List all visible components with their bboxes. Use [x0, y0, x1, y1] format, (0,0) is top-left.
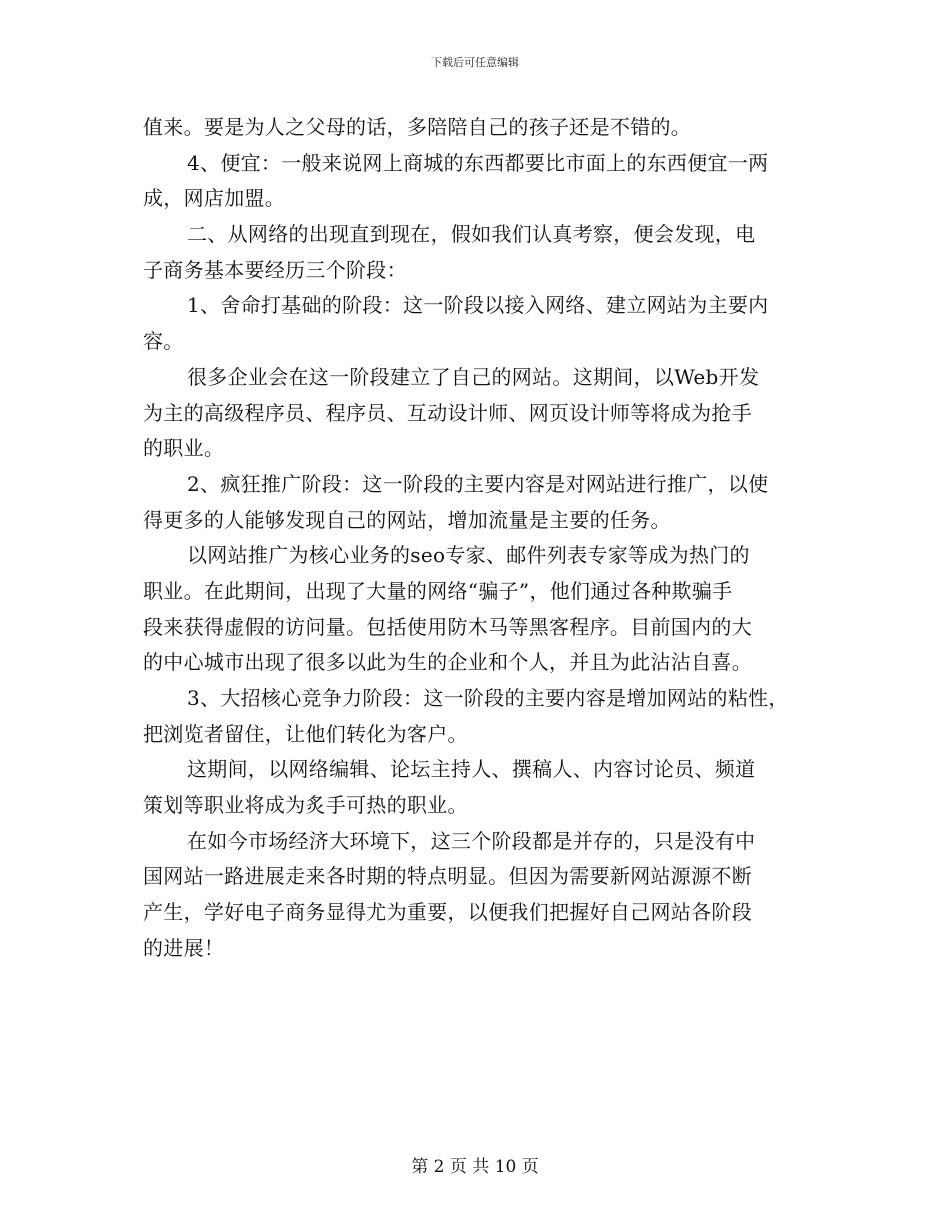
text-line: 段来获得虚假的访问量。包括使用防木马等黑客程序。目前国内的大	[143, 614, 752, 639]
page-number: 第 2 页 共 10 页	[411, 1157, 539, 1177]
text-line: 值来。要是为人之父母的话，多陪陪自己的孩子还是不错的。	[143, 115, 692, 139]
page-header: 下载后可任意编辑	[431, 56, 519, 69]
text-line: 产生，学好电子商务显得尤为重要，以便我们把握好自己网站各阶段	[143, 900, 752, 925]
text-line: 4、便宜：一般来说网上商城的东西都要比市面上的东西便宜一两	[187, 150, 769, 175]
text-line: 国网站一路进展走来各时期的特点明显。但因为需要新网站源源不断	[143, 864, 752, 889]
text-line: 2、疯狂推广阶段：这一阶段的主要内容是对网站进行推广，以使	[187, 471, 769, 496]
text-line: 3、大招核心竞争力阶段：这一阶段的主要内容是增加网站的粘性，	[187, 686, 789, 710]
text-line: 把浏览者留住，让他们转化为客户。	[143, 721, 468, 746]
document-body	[143, 110, 823, 967]
text-line: 为主的高级程序员、程序员、互动设计师、网页设计师等将成为抢手	[143, 400, 752, 425]
text-line: 职业。在此期间，出现了大量的网络“骗子”，他们通过各种欺骗手	[143, 578, 733, 603]
text-line: 容。	[143, 329, 184, 354]
text-line: 成，网店加盟。	[143, 186, 286, 211]
text-line: 的中心城市出现了很多以此为生的企业和个人，并且为此沾沾自喜。	[143, 650, 752, 675]
text-line: 的进展！	[143, 935, 225, 960]
text-line: 子商务基本要经历三个阶段：	[143, 257, 407, 282]
text-line: 二、从网络的出现直到现在，假如我们认真考察，便会发现，电	[187, 222, 756, 247]
text-line: 策划等职业将成为炙手可热的职业。	[143, 793, 468, 818]
text-line: 这期间，以网络编辑、论坛主持人、撰稿人、内容讨论员、频道	[187, 757, 756, 782]
text-line: 以网站推广为核心业务的seo专家、邮件列表专家等成为热门的	[187, 543, 750, 568]
text-line: 得更多的人能够发现自己的网站，增加流量是主要的任务。	[143, 507, 671, 532]
text-line: 很多企业会在这一阶段建立了自己的网站。这期间，以Web开发	[187, 364, 760, 389]
text-line: 的职业。	[143, 436, 225, 461]
text-line: 在如今市场经济大环境下，这三个阶段都是并存的，只是没有中	[187, 828, 756, 853]
text-line: 1、舍命打基础的阶段：这一阶段以接入网络、建立网站为主要内	[187, 293, 769, 318]
